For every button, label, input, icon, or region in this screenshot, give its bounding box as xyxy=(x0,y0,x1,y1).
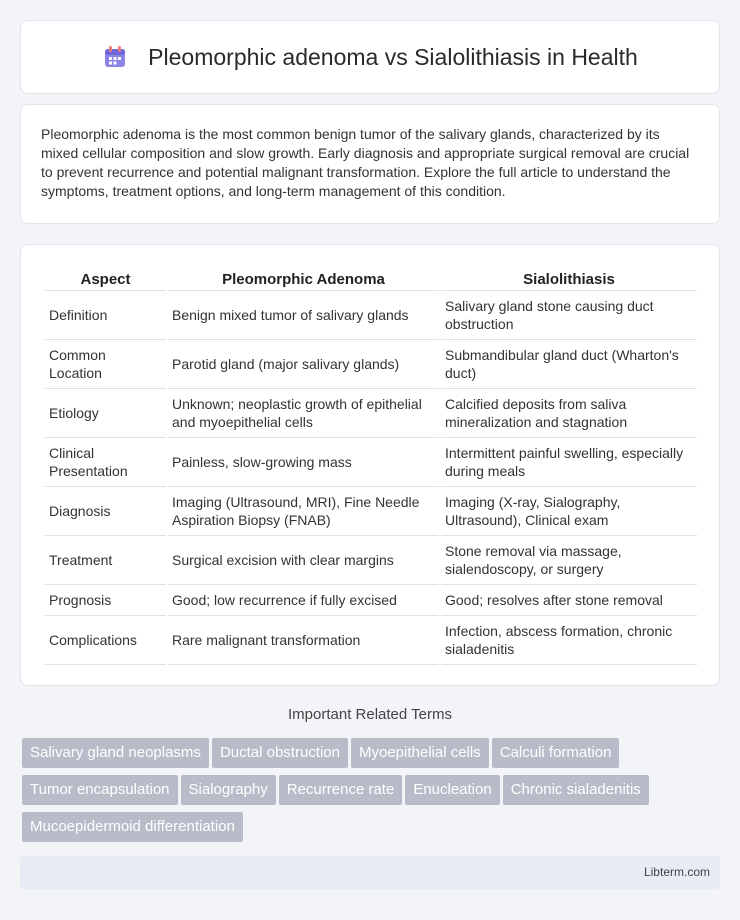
table-row xyxy=(45,487,697,536)
cell-pleomorphic: Painless, slow-growing mass xyxy=(168,438,439,487)
cell-aspect: Diagnosis xyxy=(45,487,166,536)
related-term-tag[interactable]: Recurrence rate xyxy=(279,775,403,805)
cell-sialolithiasis: Infection, abscess formation, chronic sialadenitis xyxy=(441,616,697,665)
cell-sialolithiasis: Salivary gland stone causing duct obstruction xyxy=(441,291,697,340)
related-term-tag[interactable]: Myoepithelial cells xyxy=(351,738,489,768)
related-term-tag[interactable]: Mucoepidermoid differentiation xyxy=(22,812,243,842)
cell-pleomorphic: Parotid gland (major salivary glands) xyxy=(168,340,439,389)
comparison-table xyxy=(43,265,699,665)
table-row xyxy=(45,585,697,616)
related-term-tag[interactable]: Ductal obstruction xyxy=(212,738,348,768)
header-aspect: Aspect xyxy=(45,265,166,291)
footer-site-link[interactable]: Libterm.com xyxy=(643,865,710,879)
related-term-tag[interactable]: Enucleation xyxy=(405,775,499,805)
intro-card xyxy=(20,104,720,224)
calendar-icon xyxy=(102,44,128,70)
cell-pleomorphic: Rare malignant transformation xyxy=(168,616,439,665)
related-term-tag[interactable]: Sialography xyxy=(181,775,276,805)
header-pleomorphic-adenoma: Pleomorphic Adenoma xyxy=(168,265,439,291)
cell-aspect: Prognosis xyxy=(45,585,166,616)
cell-pleomorphic: Imaging (Ultrasound, MRI), Fine Needle Aspiration Biopsy (FNAB) xyxy=(168,487,439,536)
cell-aspect: Common Location xyxy=(45,340,166,389)
cell-aspect: Clinical Presentation xyxy=(45,438,166,487)
intro-text: Pleomorphic adenoma is the most common benign tumor of the salivary glands, characterized by its mixed cellular composition and slow growth. Early diagnosis and appropriate surgical removal are crucial to prevent recurrence and potential malignant transformation. Explore the full article to understand the symptoms, treatment options, and long-term management of this condition. xyxy=(41,126,690,199)
related-term-tag[interactable]: Chronic sialadenitis xyxy=(503,775,649,805)
footer xyxy=(20,856,720,889)
table-row xyxy=(45,291,697,340)
table-row xyxy=(45,616,697,665)
related-term-tag[interactable]: Salivary gland neoplasms xyxy=(22,738,209,768)
cell-sialolithiasis: Intermittent painful swelling, especially during meals xyxy=(441,438,697,487)
cell-sialolithiasis: Submandibular gland duct (Wharton's duct) xyxy=(441,340,697,389)
cell-pleomorphic: Surgical excision with clear margins xyxy=(168,536,439,585)
cell-aspect: Etiology xyxy=(45,389,166,438)
table-row xyxy=(45,536,697,585)
cell-sialolithiasis: Calcified deposits from saliva mineralization and stagnation xyxy=(441,389,697,438)
cell-sialolithiasis: Stone removal via massage, sialendoscopy, or surgery xyxy=(441,536,697,585)
cell-aspect: Definition xyxy=(45,291,166,340)
page-title: Pleomorphic adenoma vs Sialolithiasis in Health xyxy=(148,43,638,70)
table-row xyxy=(45,438,697,487)
related-terms-list xyxy=(22,738,712,849)
title-card xyxy=(20,20,720,94)
related-term-tag[interactable]: Tumor encapsulation xyxy=(22,775,178,805)
cell-sialolithiasis: Good; resolves after stone removal xyxy=(441,585,697,616)
related-terms-title: Important Related Terms xyxy=(288,706,452,723)
cell-pleomorphic: Good; low recurrence if fully excised xyxy=(168,585,439,616)
table-row xyxy=(45,340,697,389)
cell-aspect: Complications xyxy=(45,616,166,665)
cell-aspect: Treatment xyxy=(45,536,166,585)
related-term-tag[interactable]: Calculi formation xyxy=(492,738,620,768)
comparison-table-card xyxy=(20,244,720,686)
table-row xyxy=(45,389,697,438)
cell-pleomorphic: Unknown; neoplastic growth of epithelial and myoepithelial cells xyxy=(168,389,439,438)
header-sialolithiasis: Sialolithiasis xyxy=(441,265,697,291)
cell-pleomorphic: Benign mixed tumor of salivary glands xyxy=(168,291,439,340)
cell-sialolithiasis: Imaging (X-ray, Sialography, Ultrasound), Clinical exam xyxy=(441,487,697,536)
